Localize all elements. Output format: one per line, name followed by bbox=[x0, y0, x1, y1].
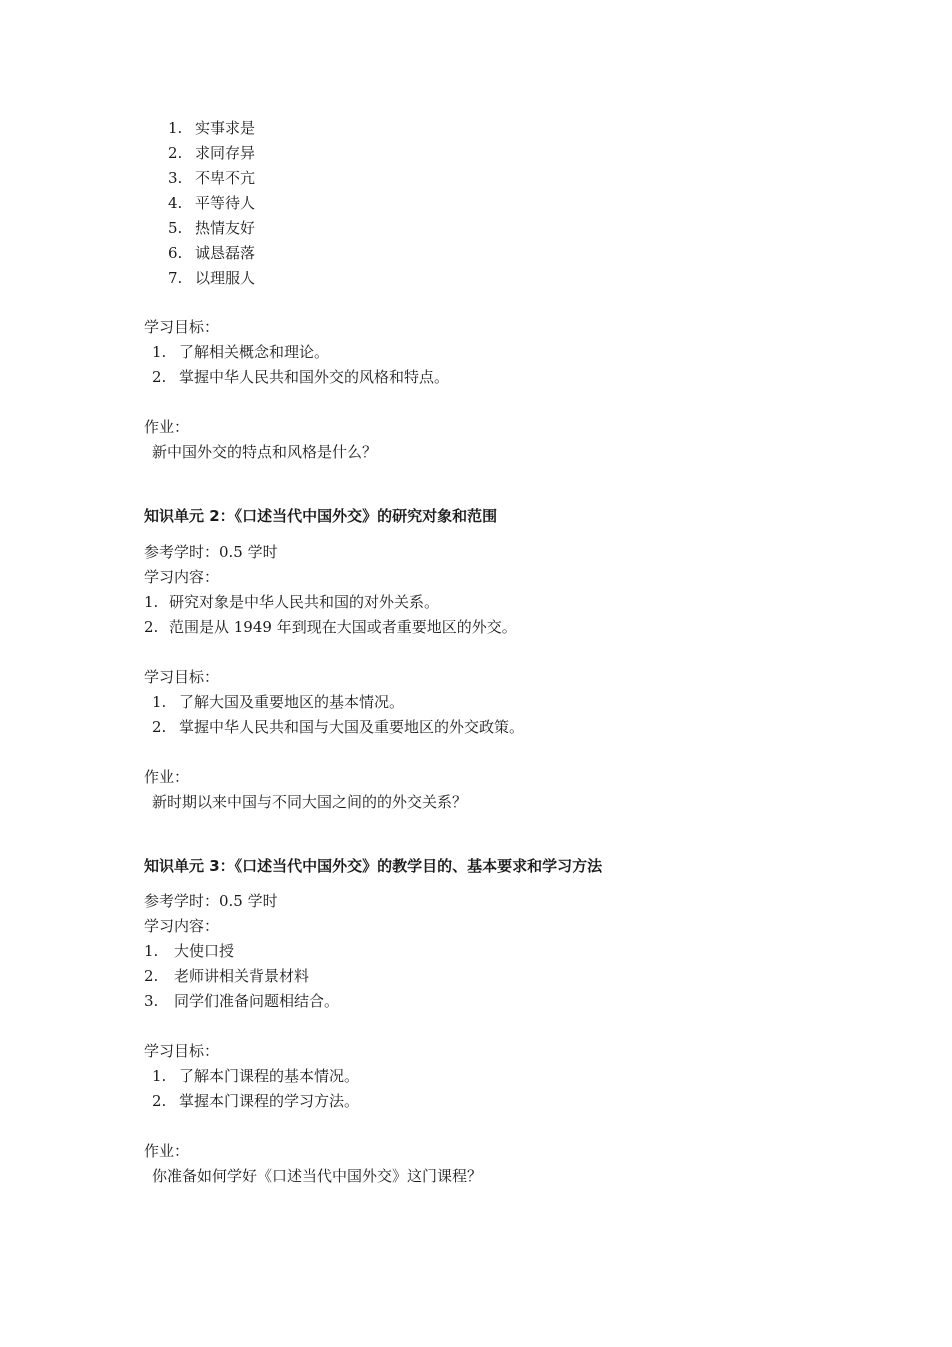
list-item: 7. 以理服人 bbox=[168, 269, 256, 287]
homework-label: 作业： bbox=[144, 768, 190, 786]
content-label: 学习内容： bbox=[144, 917, 220, 935]
content-item: 1. 研究对象是中华人民共和国的对外关系。 bbox=[144, 593, 440, 611]
homework-text: 新中国外交的特点和风格是什么？ bbox=[152, 443, 378, 461]
goals-label: 学习目标： bbox=[144, 668, 220, 686]
goal-item: 1. 了解相关概念和理论。 bbox=[152, 343, 330, 361]
goal-item: 1. 了解大国及重要地区的基本情况。 bbox=[152, 693, 405, 711]
unit-heading: 知识单元 2：《口述当代中国外交》的研究对象和范围 bbox=[144, 507, 498, 525]
homework-text: 新时期以来中国与不同大国之间的的外交关系？ bbox=[152, 793, 468, 811]
list-item: 4. 平等待人 bbox=[168, 194, 256, 212]
list-item: 5. 热情友好 bbox=[168, 219, 256, 237]
list-item: 6. 诚恳磊落 bbox=[168, 244, 256, 262]
list-item: 3. 不卑不亢 bbox=[168, 169, 256, 187]
homework-text: 你准备如何学好《口述当代中国外交》这门课程？ bbox=[152, 1167, 483, 1185]
unit-heading: 知识单元 3：《口述当代中国外交》的教学目的、基本要求和学习方法 bbox=[144, 857, 603, 875]
goal-item: 1. 了解本门课程的基本情况。 bbox=[152, 1067, 360, 1085]
reference-hours: 参考学时：0.5 学时 bbox=[144, 892, 278, 910]
list-item: 1. 实事求是 bbox=[168, 119, 256, 137]
content-item: 3. 同学们准备问题相结合。 bbox=[144, 992, 340, 1010]
homework-label: 作业： bbox=[144, 418, 190, 436]
goal-item: 2. 掌握中华人民共和国与大国及重要地区的外交政策。 bbox=[152, 718, 525, 736]
homework-label: 作业： bbox=[144, 1142, 190, 1160]
goals-label: 学习目标： bbox=[144, 318, 220, 336]
goal-item: 2. 掌握中华人民共和国外交的风格和特点。 bbox=[152, 368, 450, 386]
goals-label: 学习目标： bbox=[144, 1042, 220, 1060]
goal-item: 2. 掌握本门课程的学习方法。 bbox=[152, 1092, 360, 1110]
reference-hours: 参考学时：0.5 学时 bbox=[144, 543, 278, 561]
content-item: 1. 大使口授 bbox=[144, 942, 235, 960]
list-item: 2. 求同存异 bbox=[168, 144, 256, 162]
content-item: 2. 范围是从 1949 年到现在大国或者重要地区的外交。 bbox=[144, 618, 517, 636]
content-label: 学习内容： bbox=[144, 568, 220, 586]
content-item: 2. 老师讲相关背景材料 bbox=[144, 967, 310, 985]
